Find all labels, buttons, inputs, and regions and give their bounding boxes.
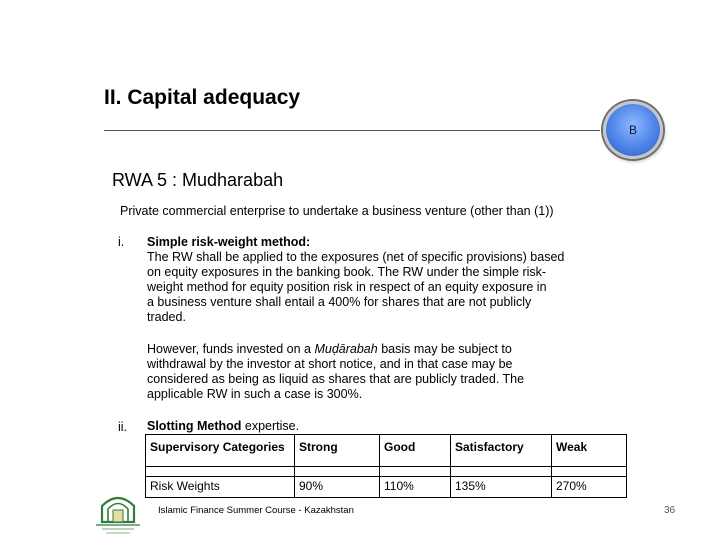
table-header-cell: Weak xyxy=(552,435,627,467)
risk-weight-table xyxy=(145,434,627,498)
table-cell: 135% xyxy=(451,477,552,498)
title-divider xyxy=(104,130,600,131)
table-cell: 270% xyxy=(552,477,627,498)
item-line: considered as being as liquid as shares that are publicly traded. The xyxy=(147,372,525,386)
text-run: However, funds invested on a xyxy=(147,342,315,356)
table-cell: 110% xyxy=(380,477,451,498)
table-spacer-cell xyxy=(552,467,627,477)
page-number: 36 xyxy=(664,505,676,516)
item-line: weight method for equity position risk in respect of an equity exposure in xyxy=(147,280,547,294)
item-line: a business venture shall entail a 400% for shares that are not publicly xyxy=(147,295,532,309)
table-cell: Risk Weights xyxy=(146,477,295,498)
term-mudarabah: Muḍārabah xyxy=(314,342,378,356)
item-line: applicable RW in such a case is 300%. xyxy=(147,387,363,401)
section-badge xyxy=(603,101,663,159)
footer-text: Islamic Finance Summer Course - Kazakhstan xyxy=(158,505,354,516)
table-spacer-cell xyxy=(380,467,451,477)
section-heading: RWA 5 : Mudharabah xyxy=(112,170,284,190)
list-item-1-paragraph-2 xyxy=(147,342,635,402)
table-header-row xyxy=(146,435,627,467)
text-run: expertise. xyxy=(241,419,300,433)
table-spacer-cell xyxy=(146,467,295,477)
table-spacer-cell xyxy=(451,467,552,477)
item-line: The RW shall be applied to the exposures (net of specific provisions) based xyxy=(147,250,565,264)
list-marker-1: i. xyxy=(118,235,125,249)
slide-title: II. Capital adequacy xyxy=(104,86,301,109)
list-item-2 xyxy=(147,419,299,434)
text-run: basis may be subject to xyxy=(377,342,512,356)
intro-text: Private commercial enterprise to undertake a business venture (other than (1)) xyxy=(120,204,554,218)
institution-logo-icon xyxy=(88,486,148,536)
table-row xyxy=(146,477,627,498)
table-header-cell: Strong xyxy=(295,435,380,467)
item-line xyxy=(147,342,635,357)
table-spacer-row xyxy=(146,467,627,477)
table-header-cell: Satisfactory xyxy=(451,435,552,467)
table-cell: 90% xyxy=(295,477,380,498)
list-marker-2: ii. xyxy=(118,420,128,434)
list-item-1 xyxy=(147,235,635,325)
item-heading: Slotting Method xyxy=(147,419,242,433)
table-spacer-cell xyxy=(295,467,380,477)
item-heading: Simple risk-weight method: xyxy=(147,235,311,249)
table-header-cell: Good xyxy=(380,435,451,467)
item-line: on equity exposures in the banking book. The RW under the simple risk- xyxy=(147,265,547,279)
item-line: withdrawal by the investor at short notice, and in that case may be xyxy=(147,357,513,371)
table-header-cell: Supervisory Categories xyxy=(146,435,295,467)
item-line: traded. xyxy=(147,310,186,324)
badge-label: B xyxy=(628,123,637,137)
